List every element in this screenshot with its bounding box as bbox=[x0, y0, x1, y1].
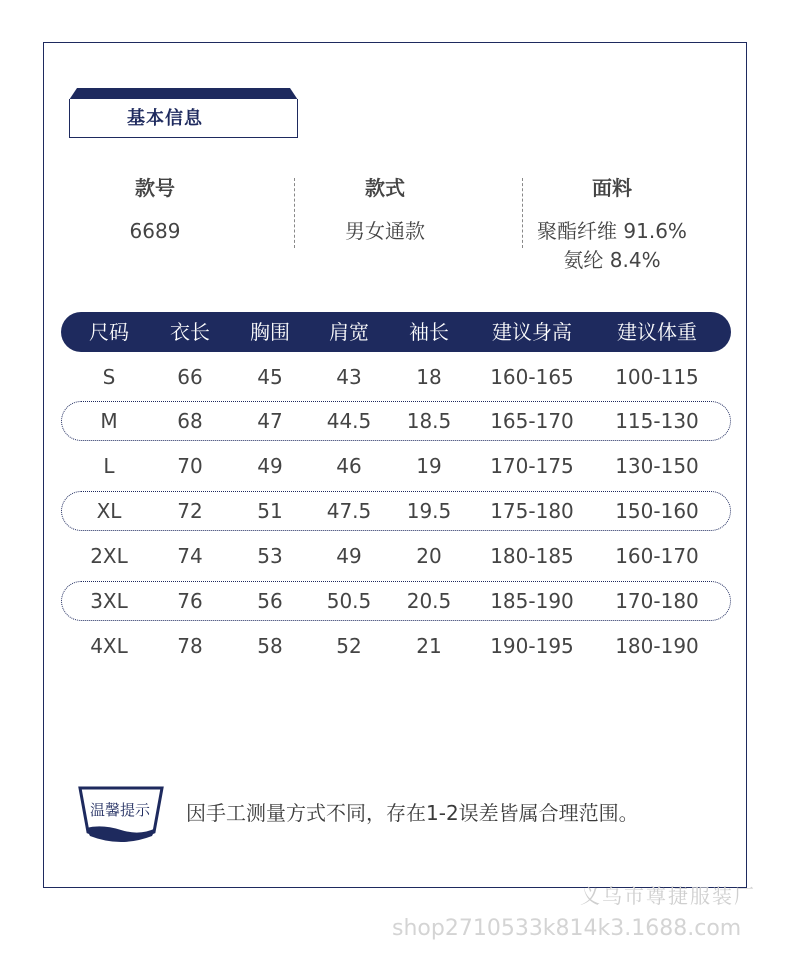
table-cell: 46 bbox=[336, 454, 362, 478]
table-cell: 2XL bbox=[90, 544, 128, 568]
table-cell: 115-130 bbox=[615, 409, 699, 433]
info-style bbox=[315, 172, 455, 246]
table-cell: 165-170 bbox=[490, 409, 574, 433]
table-cell: 20.5 bbox=[406, 589, 452, 613]
table-cell: M bbox=[100, 409, 118, 433]
table-cell: 160-165 bbox=[490, 365, 574, 389]
table-cell: 175-180 bbox=[490, 499, 574, 523]
table-row bbox=[61, 536, 731, 576]
section-title: 基本信息 bbox=[127, 108, 203, 129]
fabric-line-2: 氨纶 8.4% bbox=[563, 248, 661, 272]
size-table-header bbox=[61, 312, 731, 352]
table-cell: 49 bbox=[257, 454, 283, 478]
tip-badge-label: 温馨提示 bbox=[89, 801, 151, 819]
table-cell: 45 bbox=[257, 365, 283, 389]
table-cell: 66 bbox=[177, 365, 203, 389]
table-cell: 68 bbox=[177, 409, 203, 433]
table-cell: 50.5 bbox=[326, 589, 372, 613]
column-header: 袖长 bbox=[409, 320, 449, 344]
table-cell: 18 bbox=[416, 365, 442, 389]
table-row bbox=[61, 357, 731, 397]
watermark-url: shop2710533k814k3.1688.com bbox=[392, 916, 742, 941]
column-header: 肩宽 bbox=[329, 320, 369, 344]
table-cell: 4XL bbox=[90, 634, 128, 658]
table-cell: 3XL bbox=[90, 589, 128, 613]
table-row bbox=[61, 626, 731, 666]
info-value: 男女通款 bbox=[345, 219, 425, 243]
table-cell: 170-175 bbox=[490, 454, 574, 478]
table-cell: 170-180 bbox=[615, 589, 699, 613]
column-header: 衣长 bbox=[170, 320, 210, 344]
table-cell: 19 bbox=[416, 454, 442, 478]
table-cell: 18.5 bbox=[406, 409, 452, 433]
column-header: 建议体重 bbox=[617, 320, 697, 344]
table-cell: 70 bbox=[177, 454, 203, 478]
info-style-number bbox=[95, 172, 215, 246]
table-cell: 76 bbox=[177, 589, 203, 613]
table-cell: 56 bbox=[257, 589, 283, 613]
table-row bbox=[61, 491, 731, 531]
column-header: 胸围 bbox=[250, 320, 290, 344]
table-cell: 47 bbox=[257, 409, 283, 433]
info-label: 面料 bbox=[592, 176, 632, 200]
tip-text: 因手工测量方式不同，存在1-2误差皆属合理范围。 bbox=[186, 801, 639, 825]
table-cell: 78 bbox=[177, 634, 203, 658]
info-divider bbox=[522, 178, 523, 248]
table-row bbox=[61, 401, 731, 441]
table-cell: 185-190 bbox=[490, 589, 574, 613]
table-row bbox=[61, 446, 731, 486]
table-row bbox=[61, 581, 731, 621]
table-cell: 72 bbox=[177, 499, 203, 523]
table-cell: 160-170 bbox=[615, 544, 699, 568]
table-cell: XL bbox=[96, 499, 122, 523]
table-cell: 150-160 bbox=[615, 499, 699, 523]
table-cell: 43 bbox=[336, 365, 362, 389]
info-label: 款号 bbox=[135, 176, 175, 200]
info-value: 6689 bbox=[129, 219, 181, 243]
tip-badge-icon bbox=[72, 784, 170, 846]
info-label: 款式 bbox=[365, 176, 405, 200]
table-cell: 49 bbox=[336, 544, 362, 568]
table-cell: 44.5 bbox=[326, 409, 372, 433]
table-cell: 20 bbox=[416, 544, 442, 568]
info-value bbox=[527, 217, 697, 275]
fabric-line-1: 聚酯纤维 91.6% bbox=[537, 219, 687, 243]
table-cell: 53 bbox=[257, 544, 283, 568]
table-cell: 19.5 bbox=[406, 499, 452, 523]
table-cell: 180-190 bbox=[615, 634, 699, 658]
table-cell: 58 bbox=[257, 634, 283, 658]
section-header bbox=[69, 88, 298, 138]
table-cell: S bbox=[102, 365, 116, 389]
table-cell: 74 bbox=[177, 544, 203, 568]
table-cell: L bbox=[103, 454, 115, 478]
table-cell: 21 bbox=[416, 634, 442, 658]
table-cell: 47.5 bbox=[326, 499, 372, 523]
column-header: 尺码 bbox=[89, 320, 129, 344]
info-fabric bbox=[527, 172, 697, 275]
table-cell: 190-195 bbox=[490, 634, 574, 658]
info-divider bbox=[294, 178, 295, 248]
table-cell: 51 bbox=[257, 499, 283, 523]
table-cell: 52 bbox=[336, 634, 362, 658]
column-header: 建议身高 bbox=[492, 320, 572, 344]
table-cell: 130-150 bbox=[615, 454, 699, 478]
table-cell: 100-115 bbox=[615, 365, 699, 389]
table-cell: 180-185 bbox=[490, 544, 574, 568]
watermark-shop-name: 义乌市尊捷服装厂 bbox=[580, 884, 756, 908]
